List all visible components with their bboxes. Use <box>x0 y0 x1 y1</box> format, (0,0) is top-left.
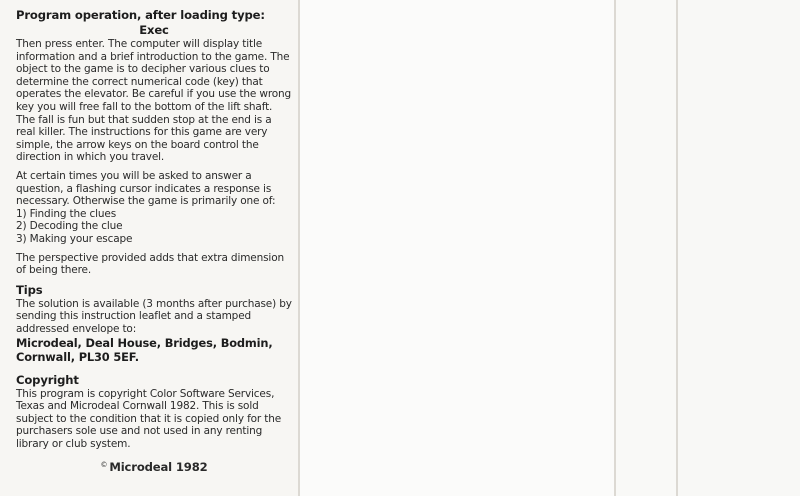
intro-paragraph: Then press enter. The computer will display title information and a brief introduction to the game. The object to the game is to decipher various clues to determine the correct numerical code (key) that operates the elevator. Be careful if you use the wrong key you will free fall to the bottom of the lift shaft. The fall is fun but that sudden stop at the end is a real killer. The instructions for this game are very simple, the arrow keys on the board control the direction in which you travel. <box>16 38 292 164</box>
copyright-footer <box>16 459 292 474</box>
operation-heading: Program operation, after loading type: <box>16 8 265 22</box>
instruction-text <box>16 8 292 473</box>
blank-flap-panel <box>678 0 800 496</box>
list-item: 2) Decoding the clue <box>16 220 123 233</box>
blank-panel <box>300 0 614 496</box>
list-item: 1) Finding the clues <box>16 207 117 220</box>
copyright-heading: Copyright <box>16 372 79 387</box>
copyright-symbol: © <box>100 460 108 469</box>
tips-heading: Tips <box>16 282 43 297</box>
instruction-panel <box>0 0 298 496</box>
tips-text: The solution is available (3 months after purchase) by sending this instruction leaflet and a stamped addressed envelope to: <box>16 297 292 335</box>
list-item: 3) Making your escape <box>16 232 133 245</box>
steps-list <box>16 208 292 246</box>
copyright-text: This program is copyright Color Software Services, Texas and Microdeal Cornwall 1982. This is sold subject to the condition that it is copied only for the purchasers sole use and not used in any renting library or club system. <box>16 387 282 451</box>
footer-text: Microdeal 1982 <box>109 459 208 474</box>
exec-command: Exec <box>139 23 169 37</box>
blank-spine-panel <box>616 0 676 496</box>
mailing-address: Microdeal, Deal House, Bridges, Bodmin, Cornwall, PL30 5EF. <box>16 336 273 365</box>
perspective-paragraph: The perspective provided adds that extra dimension of being there. <box>16 251 284 277</box>
question-paragraph: At certain times you will be asked to answer a question, a flashing cursor indicates a response is necessary. Otherwise the game is primarily one of: <box>16 169 276 208</box>
